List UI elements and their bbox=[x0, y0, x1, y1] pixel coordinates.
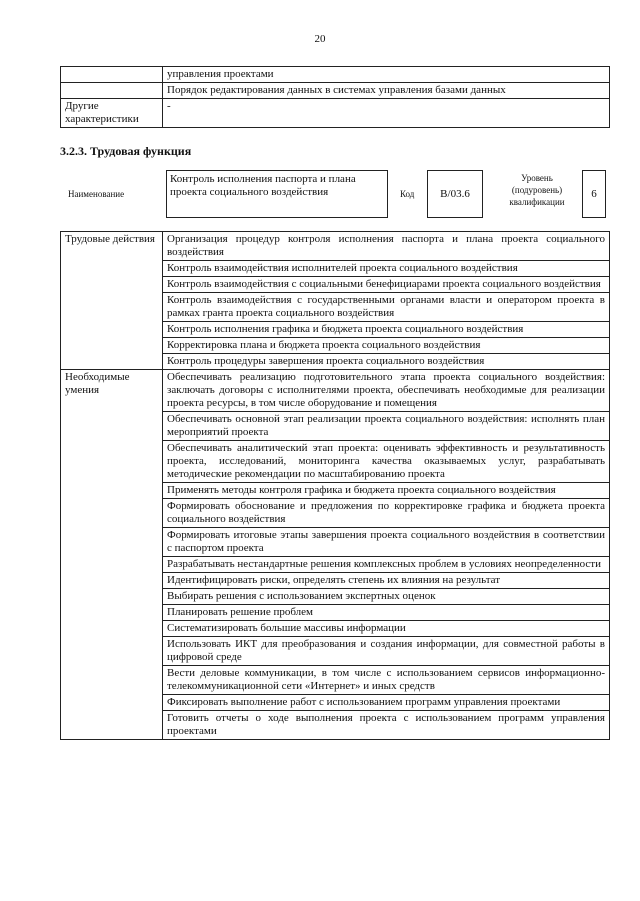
table-row bbox=[61, 370, 610, 412]
row-text: Порядок редактирования данных в системах управления базами данных bbox=[163, 83, 610, 99]
list-item: Использовать ИКТ для преобразования и создания информации, для совместной работы в цифровой среде bbox=[163, 637, 610, 666]
list-item: Применять методы контроля графика и бюджета проекта социального воздействия bbox=[163, 483, 610, 499]
list-item: Контроль исполнения графика и бюджета проекта социального воздействия bbox=[163, 322, 610, 338]
list-item: Планировать решение проблем bbox=[163, 605, 610, 621]
level-value: 6 bbox=[582, 170, 606, 218]
list-item: Формировать обоснование и предложения по корректировке графика и бюджета проекта социального воздействия bbox=[163, 499, 610, 528]
list-item: Организация процедур контроля исполнения паспорта и плана проекта социального воздействия bbox=[163, 232, 610, 261]
row-label: Другие характеристики bbox=[61, 99, 163, 128]
section-heading: 3.2.3. Трудовая функция bbox=[60, 144, 192, 158]
level-label: Уровень (подуровень) квалификации bbox=[509, 173, 565, 207]
table-row bbox=[61, 232, 610, 261]
list-item: Контроль взаимодействия с государственными органами власти и оператором проекта в рамках гранта проекта социального воздействия bbox=[163, 293, 610, 322]
table-row bbox=[61, 99, 610, 128]
table-row bbox=[61, 83, 610, 99]
list-item: Готовить отчеты о ходе выполнения проекта с использованием программ управления проектами bbox=[163, 711, 610, 740]
list-item: Выбирать решения с использованием экспертных оценок bbox=[163, 589, 610, 605]
row-label bbox=[61, 67, 163, 83]
main-table bbox=[60, 231, 610, 740]
list-item: Контроль взаимодействия исполнителей проекта социального воздействия bbox=[163, 261, 610, 277]
code-label: Код bbox=[400, 189, 415, 199]
top-table bbox=[60, 66, 610, 128]
page-number: 20 bbox=[314, 33, 326, 45]
row-text: - bbox=[163, 99, 610, 128]
group-label: Трудовые действия bbox=[61, 232, 163, 370]
list-item: Обеспечивать основной этап реализации проекта социального воздействия: исполнять план мероприятий проекта bbox=[163, 412, 610, 441]
row-text: управления проектами bbox=[163, 67, 610, 83]
list-item: Корректировка плана и бюджета проекта социального воздействия bbox=[163, 338, 610, 354]
group-label: Необходимые умения bbox=[61, 370, 163, 740]
name-label: Наименование bbox=[68, 189, 125, 199]
list-item: Контроль взаимодействия с социальными бенефициарами проекта социального воздействия bbox=[163, 277, 610, 293]
list-item: Систематизировать большие массивы информации bbox=[163, 621, 610, 637]
list-item: Обеспечивать реализацию подготовительного этапа проекта социального воздействия: заключать договоры с исполнителями проекта, обеспечивать необходимые для реализации проекта ресурсы, в том числе оборудование и помещения bbox=[163, 370, 610, 412]
list-item: Разрабатывать нестандартные решения комплексных проблем в условиях неопределенности bbox=[163, 557, 610, 573]
code-value: B/03.6 bbox=[427, 170, 483, 218]
list-item: Формировать итоговые этапы завершения проекта социального воздействия в соответствии с паспортом проекта bbox=[163, 528, 610, 557]
list-item: Обеспечивать аналитический этап проекта: оценивать эффективность и результативность проекта, исследований, мониторинга качества оказываемых услуг, разрабатывать методические рекомендации по масштабированию проекта bbox=[163, 441, 610, 483]
table-row bbox=[61, 67, 610, 83]
row-label bbox=[61, 83, 163, 99]
list-item: Контроль процедуры завершения проекта социального воздействия bbox=[163, 354, 610, 370]
name-value: Контроль исполнения паспорта и плана проекта социального воздействия bbox=[166, 170, 388, 218]
list-item: Фиксировать выполнение работ с использованием программ управления проектами bbox=[163, 695, 610, 711]
list-item: Идентифицировать риски, определять степень их влияния на результат bbox=[163, 573, 610, 589]
list-item: Вести деловые коммуникации, в том числе с использованием сервисов информационно-телекоммуникационной сети «Интернет» и иных средств bbox=[163, 666, 610, 695]
function-header bbox=[60, 170, 612, 220]
